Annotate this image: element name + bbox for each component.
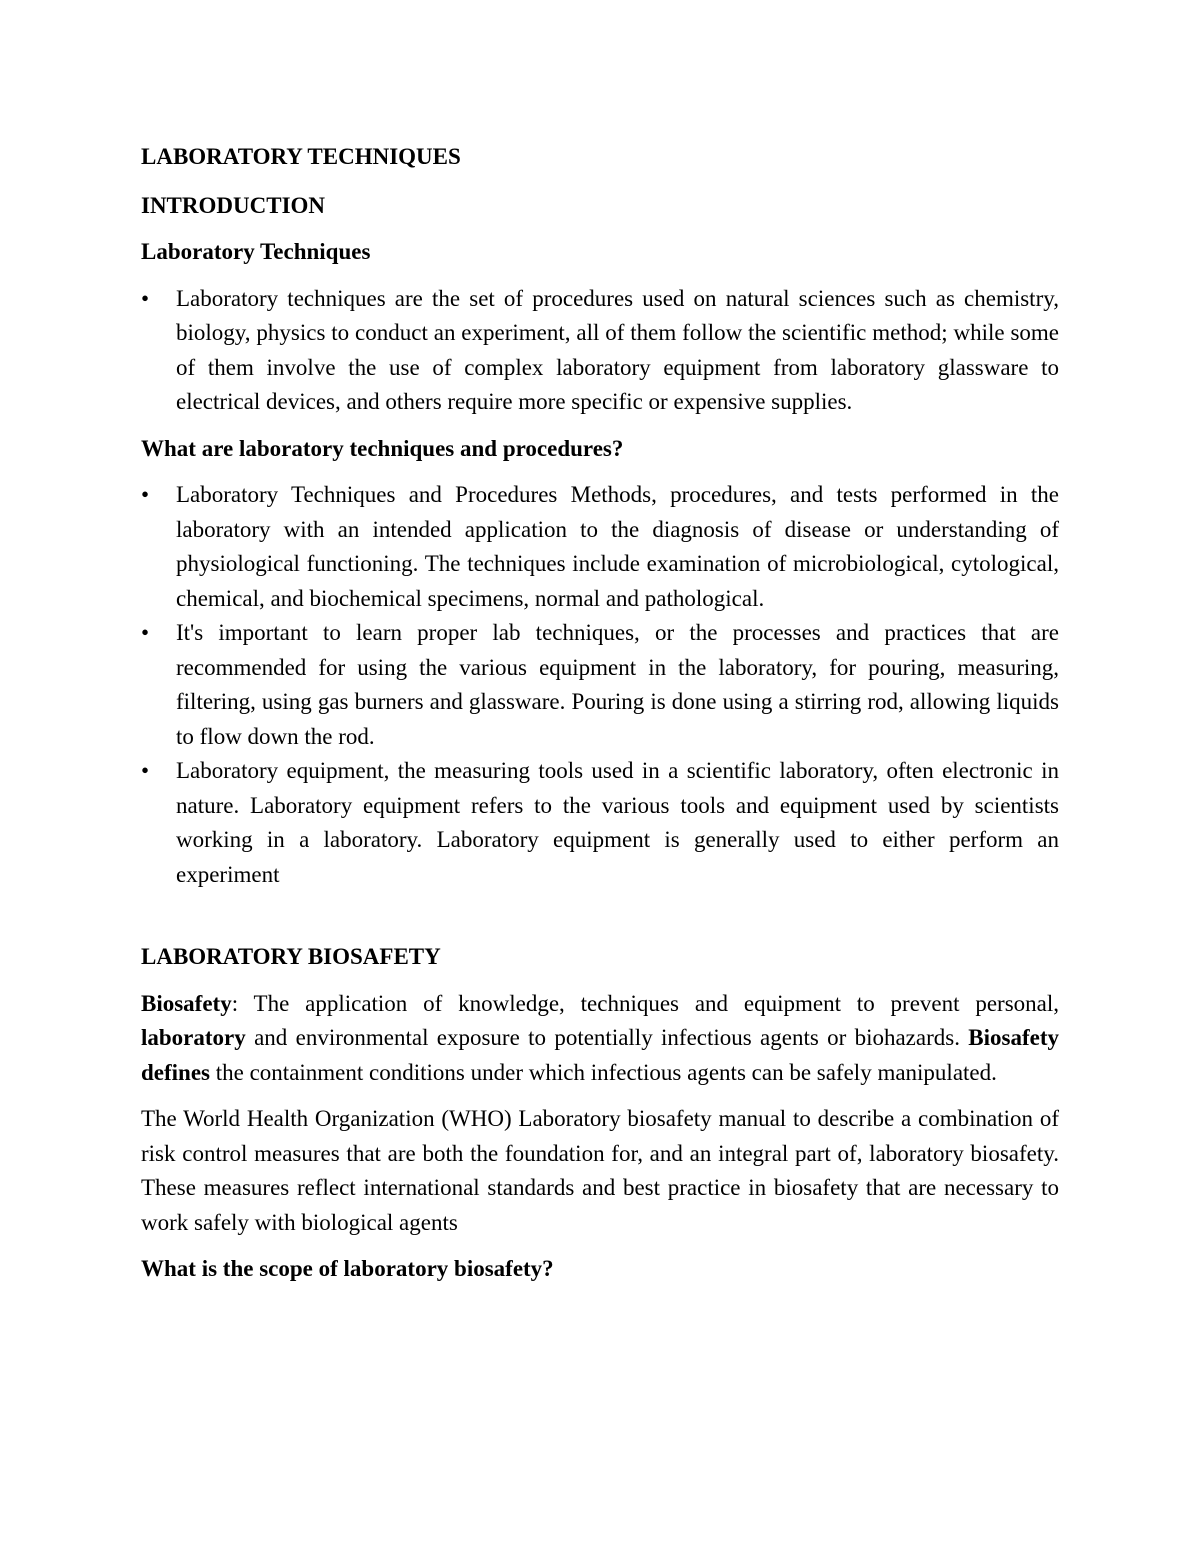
biosafety-definition-paragraph xyxy=(141,987,1059,1091)
biosafety-defines-term: Biosafety defines xyxy=(141,1025,1059,1085)
list-item: • Laboratory Techniques and Procedures Methods, procedures, and tests performed in the laboratory with an intended application to the diagnosis of disease or understanding of physiological functioning. The techniques include examination of microbiological, cytological, chemical, and biochemical specimens, normal and pathological. xyxy=(141,478,1059,616)
document-title: LABORATORY TECHNIQUES xyxy=(141,144,461,169)
biosafety-heading: LABORATORY BIOSAFETY xyxy=(141,944,441,969)
document-page xyxy=(141,140,1059,1299)
laboratory-techniques-subheading: Laboratory Techniques xyxy=(141,239,371,264)
list-item: • Laboratory equipment, the measuring tools used in a scientific laboratory, often electronic in nature. Laboratory equipment refers to the various tools and equipment used by scientists working in a laboratory. Laboratory equipment is generally used to either perform an experiment xyxy=(141,754,1059,892)
biosafety-text-3: the containment conditions under which infectious agents can be safely manipulated. xyxy=(210,1059,997,1085)
question-scope-biosafety: What is the scope of laboratory biosafety? xyxy=(141,1256,554,1281)
biosafety-text-1: : The application of knowledge, techniques and equipment to prevent personal, xyxy=(231,990,1059,1016)
section-spacer xyxy=(141,904,1059,940)
biosafety-term: Biosafety xyxy=(141,990,232,1016)
question-techniques-procedures: What are laboratory techniques and procedures? xyxy=(141,435,624,461)
introduction-heading: INTRODUCTION xyxy=(141,192,326,218)
procedures-bullet-list xyxy=(141,478,1059,892)
intro-bullet-list xyxy=(141,282,1059,420)
laboratory-term: laboratory xyxy=(141,1025,246,1050)
list-item: • It's important to learn proper lab techniques, or the processes and practices that are recommended for using the various equipment in the laboratory, for pouring, measuring, filtering, using gas burners and glassware. Pouring is done using a stirring rod, allowing liquids to flow down the rod. xyxy=(141,616,1059,754)
who-paragraph: The World Health Organization (WHO) Laboratory biosafety manual to describe a combination of risk control measures that are both the foundation for, and an integral part of, laboratory biosafety. These measures reflect international standards and best practice in biosafety that are necessary to work safely with biological agents xyxy=(141,1106,1059,1235)
list-item: • Laboratory techniques are the set of procedures used on natural sciences such as chemistry, biology, physics to conduct an experiment, all of them follow the scientific method; while some of them involve the use of complex laboratory equipment from laboratory glassware to electrical devices, and others require more specific or expensive supplies. xyxy=(141,282,1059,420)
biosafety-text-2: and environmental exposure to potentially infectious agents or biohazards. xyxy=(245,1025,969,1050)
